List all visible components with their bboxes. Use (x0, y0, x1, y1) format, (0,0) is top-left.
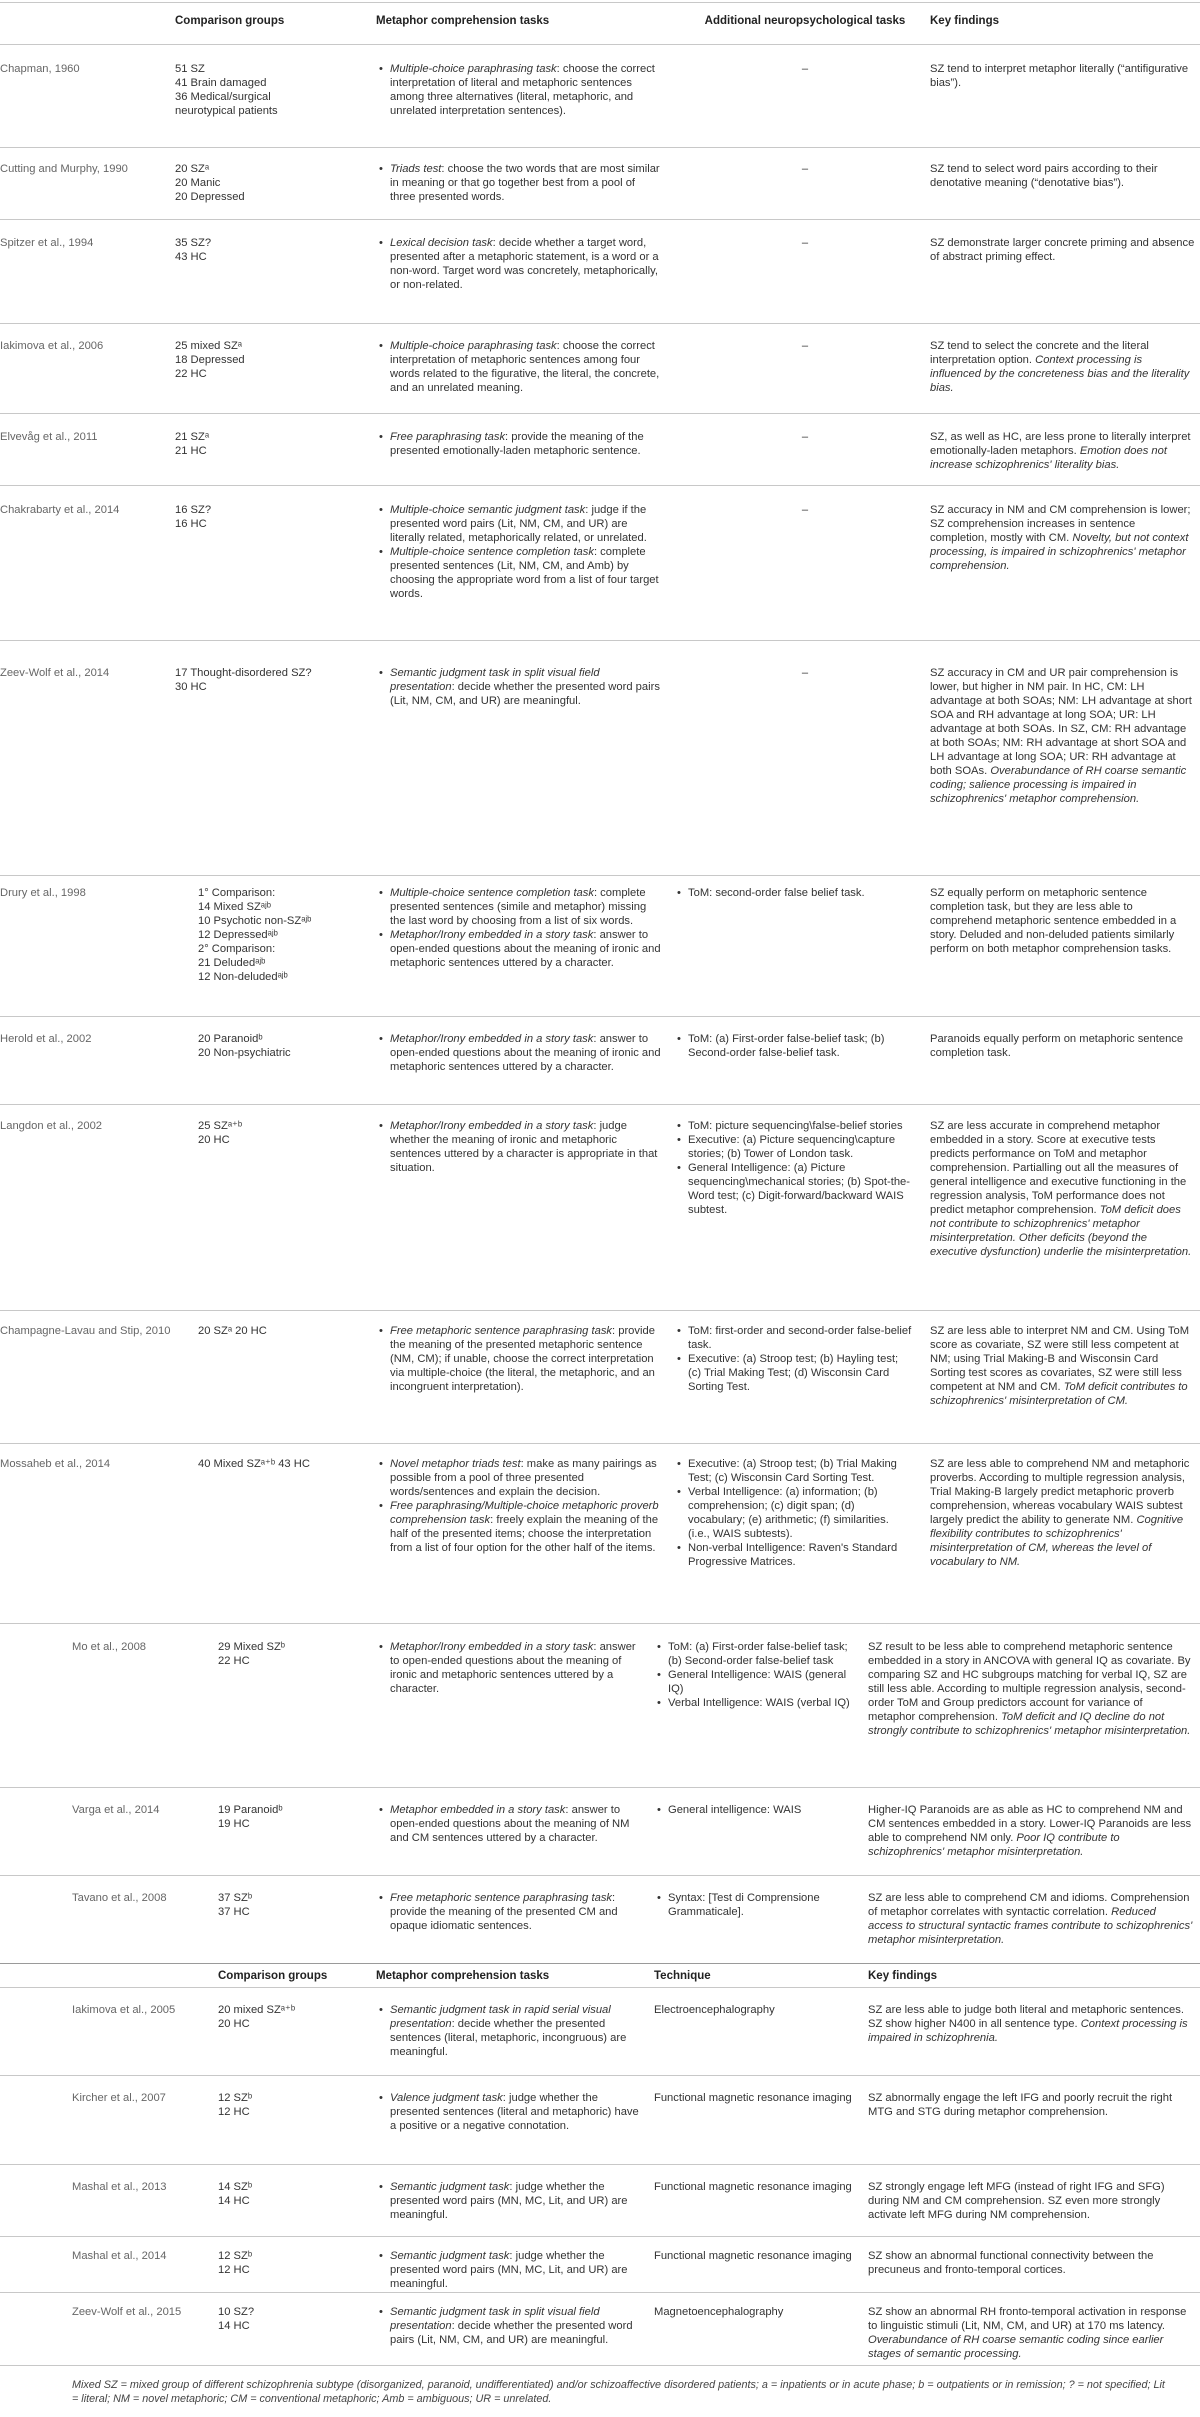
key-finding: SZ are less able to interpret NM and CM. Using ToM score as covariate, SZ were still less competent at NM; using Trial Making-B and Wisconsin Card Sorting test scores as covariates, SZ were still less competent at NM and CM. ToM deficit contributes to schizophrenics' misinterpretation of CM. (930, 1325, 1190, 1407)
key-finding: SZ, as well as HC, are less prone to literally interpret emotionally-laden metaphors. Emotion does not increase schizophrenics' literality bias. (930, 431, 1191, 471)
key-finding: SZ tend to select word pairs according to their denotative meaning (“denotative bias”). (930, 163, 1158, 189)
neuro-tasks: – (801, 63, 809, 75)
key-finding: SZ are less able to comprehend NM and metaphoric proverbs. According to multiple regression analysis, Trial Making-B largely predict metaphoric proverb comprehension, whereas vocabulary WAIS subtest largely predict the ability to generate NM. Cognitive flexibility contributes to schizophrenics' misinterpretation of CM, whereas the level of vocabulary to NM. (930, 1458, 1190, 1568)
row-divider (0, 219, 1200, 220)
row-divider (0, 1787, 1200, 1788)
row-divider (0, 1016, 1200, 1017)
header-technique: Technique (654, 1970, 711, 1982)
neuro-tasks: – (801, 340, 809, 352)
header-metaphor-tasks: Metaphor comprehension tasks (376, 15, 550, 27)
author: Mo et al., 2008 (72, 1641, 147, 1653)
metaphor-task: • Valence judgment task: judge whether the presented sentences (literal and metaphoric) have a positive or a negative connotation. (376, 2091, 646, 2133)
row-divider (0, 2075, 1200, 2076)
row-divider (0, 875, 1200, 876)
header-comparison-groups: Comparison groups (218, 1970, 328, 1982)
metaphor-task: • Semantic judgment task: judge whether the presented word pairs (MN, MC, Lit, and UR) are meaningful. (376, 2180, 646, 2222)
key-finding: SZ are less able to comprehend CM and idioms. Comprehension of metaphor correlates with syntactic correlation. Reduced access to structural syntactic frames contribute to schizophrenics' metaphor misinterpretation. (868, 1892, 1193, 1946)
key-finding: SZ show an abnormal functional connectivity between the precuneus and fronto-temporal cortices. (868, 2250, 1154, 2276)
author: Mashal et al., 2013 (72, 2181, 167, 2193)
key-finding: SZ accuracy in CM and UR pair comprehension is lower, but higher in NM pair. In HC, CM: LH advantage at both SOAs; NM: LH advantage at short SOA and RH advantage at long SOA; UR: LH advantage at both SOAs. In SZ, CM: RH advantage at both SOAs; NM: RH advantage at short SOA and LH advantage at long SOA; UR: RH advantage at both SOAs. Overabundance of RH coarse semantic coding; salience processing is impaired in schizophrenics' metaphor comprehension. (930, 667, 1192, 805)
key-finding: SZ equally perform on metaphoric sentence completion task, but they are less able to comprehend metaphoric sentence embedded in a story. Deluded and non-deluded patients similarly perform on both metaphor comprehension tasks. (930, 887, 1177, 955)
metaphor-task: • Semantic judgment task in rapid serial visual presentation: decide whether the presented sentences (literal, metaphoric, incongruous) are meaningful. (376, 2003, 646, 2059)
comparison-groups: 20 mixed SZᵃ⁺ᵇ 20 HC (218, 2004, 296, 2030)
comparison-groups: 21 SZᵃ 21 HC (175, 431, 210, 457)
author: Zeev-Wolf et al., 2015 (72, 2306, 182, 2318)
comparison-groups: 40 Mixed SZᵃ⁺ᵇ 43 HC (198, 1458, 310, 1470)
metaphor-task: • Multiple-choice paraphrasing task: choose the correct interpretation of metaphoric sentences among four words related to the figurative, the literal, the concrete, and an unrelated meaning. (376, 339, 661, 395)
author: Tavano et al., 2008 (72, 1892, 167, 1904)
author: Langdon et al., 2002 (0, 1120, 103, 1132)
comparison-groups: 20 SZᵃ 20 Manic 20 Depressed (175, 163, 245, 203)
comparison-groups: 10 SZ? 14 HC (218, 2306, 255, 2332)
comparison-groups: 17 Thought-disordered SZ? 30 HC (175, 667, 312, 693)
technique: Electroencephalography (654, 2004, 775, 2016)
key-finding: SZ tend to select the concrete and the literal interpretation option. Context processing is influenced by the concreteness bias and the literality bias. (930, 340, 1190, 394)
neuro-tasks: • Syntax: [Test di Comprensione Grammaticale]. (654, 1891, 854, 1919)
key-finding: SZ accuracy in NM and CM comprehension is lower; SZ comprehension increases in sentence completion, mostly with CM. Novelty, but not context processing, is impaired in schizophrenics' metaphor comprehension. (930, 504, 1191, 572)
author: Drury et al., 1998 (0, 887, 86, 899)
table-footnote: Mixed SZ = mixed group of different schizophrenia subtype (disorganized, paranoid, undifferentiated) and/or schizoaffective disordered patients; a = inpatients or in acute phase; b = outpatients or in remission; ? = not specified; Lit = literal; NM = novel metaphoric; CM = conventional metaphoric; Amb = ambiguous; UR = unrelated. (72, 2379, 1165, 2405)
technique: Functional magnetic resonance imaging (654, 2250, 852, 2262)
technique: Magnetoencephalography (654, 2306, 784, 2318)
author: Herold et al., 2002 (0, 1033, 92, 1045)
author: Chapman, 1960 (0, 63, 80, 75)
row-divider (0, 640, 1200, 641)
metaphor-task: • Free metaphoric sentence paraphrasing task: provide the meaning of the presented metaphoric sentence (NM, CM); if unable, choose the correct interpretation via multiple-choice (the literal, the metaphoric, and an incongruent interpretation). (376, 1324, 661, 1394)
metaphor-task: • Triads test: choose the two words that are most similar in meaning or that go together best from a pool of three presented words. (376, 162, 661, 204)
row-divider (0, 2236, 1200, 2237)
metaphor-task: • Multiple-choice sentence completion task: complete presented sentences (simile and metaphor) missing the last word by choosing from a list of six words. • Metaphor/Irony embedded in a story task: answer to open-ended questions about the meaning of ironic and metaphoric sentences uttered by a character. (376, 886, 661, 970)
row-divider (0, 1443, 1200, 1444)
metaphor-task: • Free metaphoric sentence paraphrasing task: provide the meaning of the presented CM and opaque idiomatic sentences. (376, 1891, 646, 1933)
key-finding: SZ are less able to judge both literal and metaphoric sentences. SZ show higher N400 in all sentence type. Context processing is impaired in schizophrenia. (868, 2004, 1188, 2044)
row-divider (0, 485, 1200, 486)
neuro-tasks: – (801, 431, 809, 443)
comparison-groups: 35 SZ? 43 HC (175, 237, 212, 263)
metaphor-task: • Metaphor embedded in a story task: answer to open-ended questions about the meaning of NM and CM sentences uttered by a character. (376, 1803, 646, 1845)
author: Varga et al., 2014 (72, 1804, 160, 1816)
comparison-groups: 14 SZᵇ 14 HC (218, 2181, 253, 2207)
key-finding: SZ are less accurate in comprehend metaphor embedded in a story. Score at executive tests predicts performance on ToM and metaphor comprehension. Partialling out all the measures of general intelligence and executive functioning in the regression analysis, ToM performance does not predict metaphor comprehension. ToM deficit does not contribute to schizophrenics' metaphor misinterpretation. Other deficits (beyond the executive dysfunction) underlie the misinterpretation. (930, 1120, 1192, 1258)
technique: Functional magnetic resonance imaging (654, 2181, 852, 2193)
author: Champagne-Lavau and Stip, 2010 (0, 1325, 171, 1337)
metaphor-task: • Semantic judgment task in split visual field presentation: decide whether the presented word pairs (Lit, NM, CM, and UR) are meaningful. (376, 2305, 646, 2347)
key-finding: SZ demonstrate larger concrete priming and absence of abstract priming effect. (930, 237, 1195, 263)
author: Mossaheb et al., 2014 (0, 1458, 111, 1470)
technique: Functional magnetic resonance imaging (654, 2092, 852, 2104)
key-finding: Paranoids equally perform on metaphoric sentence completion task. (930, 1033, 1184, 1059)
neuro-tasks: • ToM: (a) First-order false-belief task; (b) Second-order false-belief task • General Intelligence: WAIS (general IQ) • Verbal Intelligence: WAIS (verbal IQ) (654, 1640, 854, 1710)
row-divider (0, 2164, 1200, 2165)
row-divider (0, 413, 1200, 414)
metaphor-task: • Multiple-choice paraphrasing task: choose the correct interpretation of literal and metaphoric sentences among three alternatives (literal, metaphoric, and unrelated interpretation sentences). (376, 62, 661, 118)
author: Cutting and Murphy, 1990 (0, 163, 128, 175)
key-finding: SZ result to be less able to comprehend metaphoric sentence embedded in a story in ANCOVA with general IQ as covariate. By comparing SZ and HC subgroups matching for verbal IQ, SZ are still less able. According to multiple regression analysis, second-order ToM and Group predictors account for variance of metaphor comprehension. ToM deficit and IQ decline do not strongly contribute to schizophrenics' metaphor misinterpretation. (868, 1641, 1191, 1737)
metaphor-task: • Free paraphrasing task: provide the meaning of the presented emotionally-laden metaphoric sentence. (376, 430, 661, 458)
comparison-groups: 20 SZᵃ 20 HC (198, 1325, 267, 1337)
row-divider (0, 2292, 1200, 2293)
author: Spitzer et al., 1994 (0, 237, 94, 249)
neuro-tasks: • Executive: (a) Stroop test; (b) Trial Making Test; (c) Wisconsin Card Sorting Test. • Verbal Intelligence: (a) information; (b) comprehension; (c) digit span; (d) vocabulary; (e) arithmetic; (f) similarities. (i.e., WAIS subtests). • Non-verbal Intelligence: Raven's Standard Progressive Matrices. (674, 1457, 912, 1569)
author: Iakimova et al., 2006 (0, 340, 104, 352)
header-metaphor-tasks: Metaphor comprehension tasks (376, 1970, 550, 1982)
neuro-tasks: – (801, 504, 809, 516)
comparison-groups: 12 SZᵇ 12 HC (218, 2092, 253, 2118)
comparison-groups: 37 SZᵇ 37 HC (218, 1892, 253, 1918)
header-rule (0, 44, 1200, 45)
comparison-groups: 1° Comparison: 14 Mixed SZᵃʲᵇ 10 Psychotic non-SZᵃʲᵇ 12 Depressedᵃʲᵇ 2° Comparison: 21 Deludedᵃʲᵇ 12 Non-deludedᵃʲᵇ (198, 887, 312, 983)
neuro-tasks: • ToM: first-order and second-order false-belief task. • Executive: (a) Stroop test; (b) Hayling test; (c) Trial Making Test; (d) Wisconsin Card Sorting Test. (674, 1324, 912, 1394)
header-key-findings: Key findings (868, 1970, 938, 1982)
header2-rule (0, 1987, 1200, 1988)
header-comparison-groups: Comparison groups (175, 15, 285, 27)
row-divider (0, 1104, 1200, 1105)
comparison-groups: 16 SZ? 16 HC (175, 504, 212, 530)
comparison-groups: 12 SZᵇ 12 HC (218, 2250, 253, 2276)
row-divider (0, 1310, 1200, 1311)
metaphor-task: • Multiple-choice semantic judgment task: judge if the presented word pairs (Lit, NM, CM, and UR) are literally related, metaphorically related, or unrelated. • Multiple-choice sentence completion task: complete presented sentences (Lit, NM, CM, and Amb) by choosing the appropriate word from a list of four target words. (376, 503, 661, 601)
header-key-findings: Key findings (930, 15, 1000, 27)
row-divider (0, 1875, 1200, 1876)
author: Zeev-Wolf et al., 2014 (0, 667, 110, 679)
author: Iakimova et al., 2005 (72, 2004, 176, 2016)
metaphor-task: • Novel metaphor triads test: make as many pairings as possible from a pool of three presented words/sentences and explain the decision. • Free paraphrasing/Multiple-choice metaphoric proverb comprehension task: freely explain the meaning of the half of the presented items; choose the interpretation from a list of four option for the other half of the items. (376, 1457, 661, 1555)
row-divider (0, 1623, 1200, 1624)
metaphor-task: • Lexical decision task: decide whether a target word, presented after a metaphoric statement, is a word or a non-word. Target word was concretely, metaphorically, or non-related. (376, 236, 661, 292)
key-finding: SZ strongly engage left MFG (instead of right IFG and SFG) during NM and CM comprehension. SZ even more strongly activate left MFG during NM comprehension. (868, 2181, 1165, 2221)
comparison-groups: 25 mixed SZᵃ 18 Depressed 22 HC (175, 340, 245, 380)
neuro-tasks: – (801, 667, 809, 679)
metaphor-task: • Semantic judgment task: judge whether the presented word pairs (MN, MC, Lit, and UR) are meaningful. (376, 2249, 646, 2291)
row-divider (0, 147, 1200, 148)
author: Mashal et al., 2014 (72, 2250, 167, 2262)
comparison-groups: 51 SZ 41 Brain damaged 36 Medical/surgical neurotypical patients (175, 63, 278, 117)
neuro-tasks: • ToM: picture sequencing\false-belief stories • Executive: (a) Picture sequencing\capture stories; (b) Tower of London task. • General Intelligence: (a) Picture sequencing\mechanical stories; (b) Spot-the-Word test; (c) Digit-forward/backward WAIS subtest. (674, 1119, 912, 1217)
metaphor-task: • Metaphor/Irony embedded in a story task: answer to open-ended questions about the meaning of ironic and metaphoric sentences uttered by a character. (376, 1032, 661, 1074)
key-finding: SZ tend to interpret metaphor literally (“antifigurative bias”). (930, 63, 1189, 89)
author: Kircher et al., 2007 (72, 2092, 166, 2104)
row-divider (0, 323, 1200, 324)
comparison-groups: 29 Mixed SZᵇ 22 HC (218, 1641, 286, 1667)
metaphor-task: • Metaphor/Irony embedded in a story task: judge whether the meaning of ironic and metaphoric sentences uttered by a character is appropriate in that situation. (376, 1119, 661, 1175)
top-rule (0, 2, 1200, 3)
section-rule (0, 1963, 1200, 1964)
author: Chakrabarty et al., 2014 (0, 504, 120, 516)
neuro-tasks: – (801, 237, 809, 249)
neuro-tasks: • ToM: (a) First-order false-belief task; (b) Second-order false-belief task. (674, 1032, 912, 1060)
neuro-tasks: • General intelligence: WAIS (654, 1803, 854, 1817)
comparison-groups: 20 Paranoidᵇ 20 Non-psychiatric (198, 1033, 291, 1059)
metaphor-task: • Semantic judgment task in split visual field presentation: decide whether the presented word pairs (Lit, NM, CM, and UR) are meaningful. (376, 666, 661, 708)
metaphor-task: • Metaphor/Irony embedded in a story task: answer to open-ended questions about the meaning of ironic and metaphoric sentences uttered by a character. (376, 1640, 646, 1696)
neuro-tasks: – (801, 163, 809, 175)
key-finding: Higher-IQ Paranoids are as able as HC to comprehend NM and CM sentences embedded in a story. Lower-IQ Paranoids are less able to comprehend NM only. Poor IQ contribute to schizophrenics' metaphor misinterpretation. (868, 1804, 1192, 1858)
comparison-groups: 19 Paranoidᵇ 19 HC (218, 1804, 283, 1830)
header-neuro-tasks: Additional neuropsychological tasks (704, 15, 906, 27)
comparison-groups: 25 SZᵃ⁺ᵇ 20 HC (198, 1120, 243, 1146)
neuro-tasks: • ToM: second-order false belief task. (674, 886, 912, 900)
key-finding: SZ show an abnormal RH fronto-temporal activation in response to linguistic stimuli (Lit, NM, CM, and UR) at 170 ms latency. Overabundance of RH coarse semantic coding since earlier stages of semantic processing. (868, 2306, 1187, 2360)
bottom-rule (0, 2365, 1200, 2366)
key-finding: SZ abnormally engage the left IFG and poorly recruit the right MTG and STG during metaphor comprehension. (868, 2092, 1173, 2118)
author: Elvevåg et al., 2011 (0, 431, 98, 443)
